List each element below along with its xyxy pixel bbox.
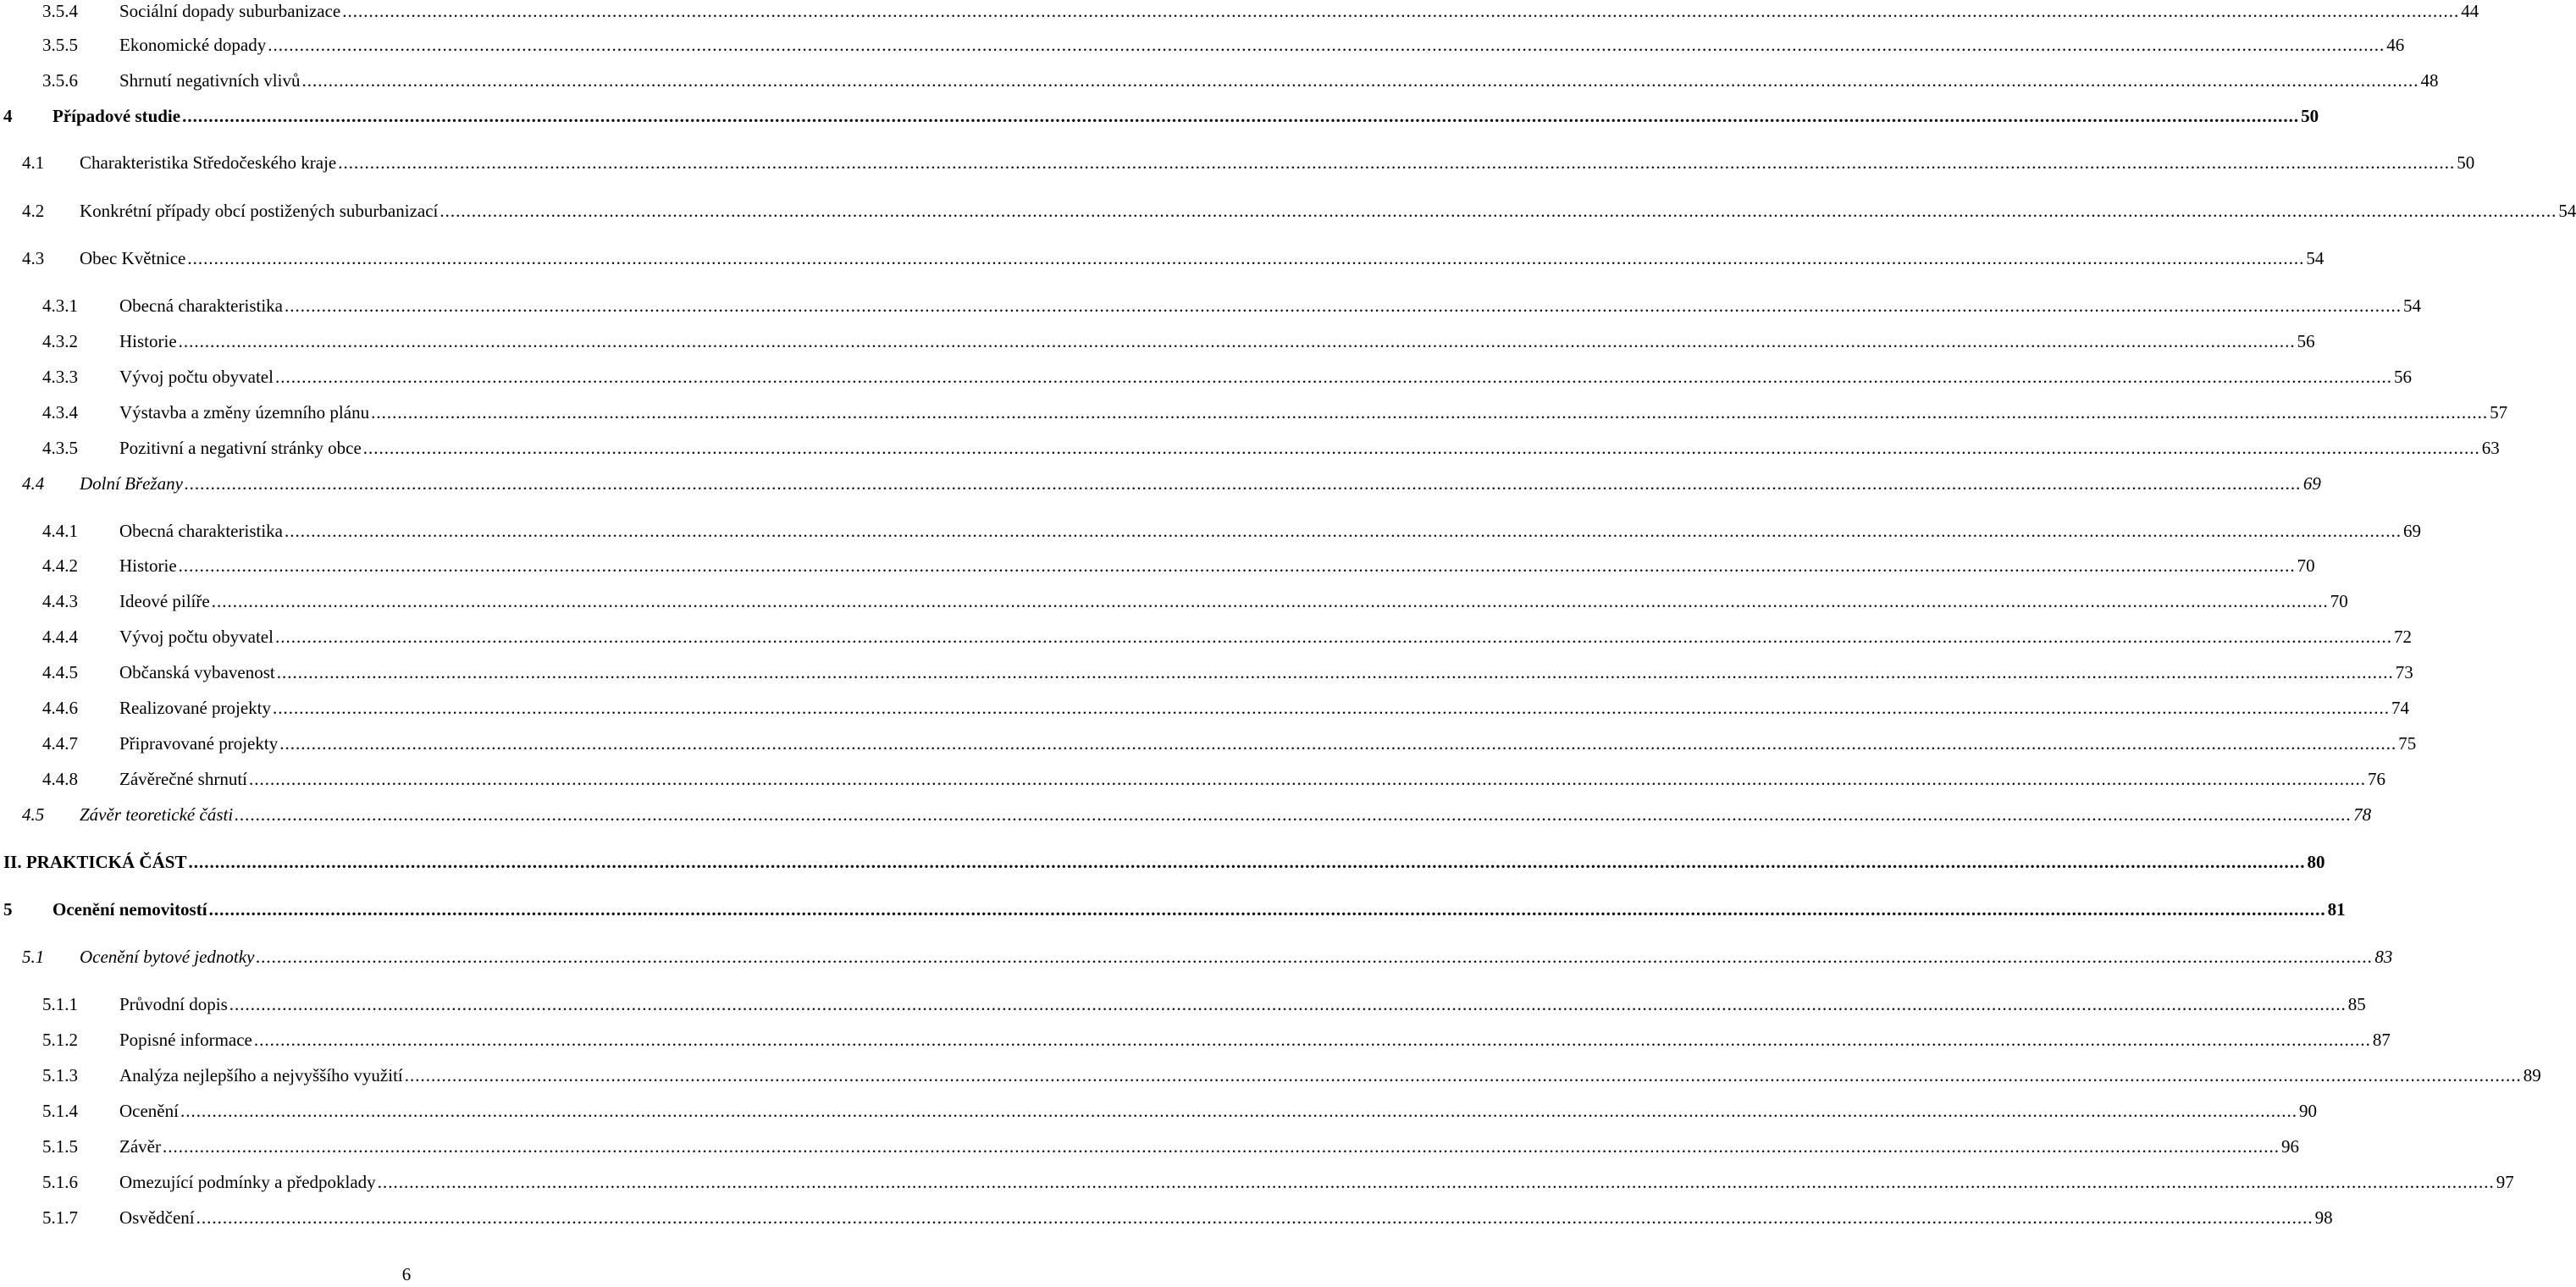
- toc-entry-title: Připravované projekty: [119, 733, 279, 754]
- toc-entry[interactable]: [0, 0, 2479, 24]
- toc-entry-title: Případové studie: [53, 106, 181, 126]
- toc-entry[interactable]: [0, 293, 2421, 318]
- toc-entry-number: 5.1.3: [42, 1065, 78, 1085]
- toc-entry[interactable]: [0, 660, 2413, 685]
- toc-entry[interactable]: [0, 103, 2319, 129]
- toc-entry-title: Osvědčení: [119, 1207, 195, 1228]
- toc-entry-title: Obecná charakteristika: [119, 521, 283, 541]
- toc-entry[interactable]: [0, 731, 2417, 756]
- toc-entry-page: 83: [2374, 947, 2393, 967]
- toc-entry-page: 44: [2461, 1, 2479, 21]
- toc-entry-title: Pozitivní a negativní stránky obce: [119, 438, 362, 458]
- toc-entry-page: 50: [2457, 152, 2475, 173]
- toc-entry-number: 4.1: [22, 152, 45, 173]
- toc-entry-number: 4.4.3: [42, 591, 78, 611]
- toc-leader-dots: ................................................................................................................................................................................................................................................................................................................................................................................................................: [211, 591, 2329, 611]
- toc-leader-dots: ................................................................................................................................................................................................................................................................................................................................................................................................................: [256, 947, 2374, 967]
- toc-entry[interactable]: [0, 553, 2315, 578]
- toc-leader-dots: ................................................................................................................................................................................................................................................................................................................................................................................................................: [162, 1136, 2280, 1157]
- toc-entry[interactable]: [0, 1205, 2333, 1230]
- toc-entry-page: 81: [2327, 899, 2346, 920]
- toc-entry-title: Výstavba a změny územního plánu: [119, 402, 370, 423]
- toc-entry-page: 54: [2306, 248, 2324, 268]
- toc-entry-number: 3.5.4: [42, 1, 78, 21]
- toc-entry[interactable]: [0, 588, 2348, 614]
- toc-entry-page: 97: [2496, 1172, 2514, 1192]
- toc-entry-page: 56: [2393, 367, 2412, 387]
- toc-entry-page: 46: [2386, 35, 2405, 55]
- toc-entry-page: 96: [2280, 1136, 2299, 1157]
- toc-entry-title: Ocenění: [119, 1101, 179, 1121]
- toc-entry-page: 73: [2395, 662, 2413, 682]
- toc-entry-page: 85: [2347, 994, 2366, 1014]
- toc-entry-title: Konkrétní případy obcí postižených suburbanizací: [80, 201, 439, 221]
- toc-entry-title: Závěr: [119, 1136, 161, 1157]
- toc-entry[interactable]: [0, 518, 2421, 544]
- toc-entry-title: Sociální dopady suburbanizace: [119, 1, 341, 21]
- toc-leader-dots: ................................................................................................................................................................................................................................................................................................................................................................................................................: [279, 733, 2397, 754]
- toc-leader-dots: ................................................................................................................................................................................................................................................................................................................................................................................................................: [208, 899, 2326, 920]
- toc-entry-page: 54: [2558, 201, 2576, 221]
- toc-leader-dots: ................................................................................................................................................................................................................................................................................................................................................................................................................: [229, 994, 2347, 1014]
- toc-entry-number: 5: [3, 899, 13, 920]
- toc-entry-number: 3.5.6: [42, 70, 78, 91]
- toc-entry-number: 4.4.4: [42, 627, 78, 647]
- toc-leader-dots: ................................................................................................................................................................................................................................................................................................................................................................................................................: [196, 1207, 2313, 1228]
- toc-entry[interactable]: [0, 150, 2475, 175]
- toc-entry[interactable]: [0, 435, 2500, 461]
- toc-entry-number: 4.4.8: [42, 769, 78, 789]
- toc-entry-title: Analýza nejlepšího a nejvyššího využití: [119, 1065, 403, 1085]
- toc-entry-page: 90: [2298, 1101, 2317, 1121]
- toc-entry-title: Popisné informace: [119, 1030, 252, 1050]
- toc-entry-title: Obec Květnice: [80, 248, 186, 268]
- toc-leader-dots: ................................................................................................................................................................................................................................................................................................................................................................................................................: [178, 331, 2296, 351]
- toc-leader-dots: ................................................................................................................................................................................................................................................................................................................................................................................................................: [362, 438, 2480, 458]
- toc-entry-number: 4.4: [22, 473, 45, 494]
- toc-leader-dots: ................................................................................................................................................................................................................................................................................................................................................................................................................: [301, 70, 2419, 91]
- toc-entry-page: 98: [2314, 1207, 2333, 1228]
- toc-entry-title: II. PRAKTICKÁ ČÁST: [3, 852, 187, 872]
- toc-entry-number: 5.1.2: [42, 1030, 78, 1050]
- toc-entry-title: Ideové pilíře: [119, 591, 210, 611]
- toc-entry-page: 70: [2330, 591, 2348, 611]
- toc-entry-number: 4.4.6: [42, 698, 78, 718]
- toc-entry-title: Občanská vybavenost: [119, 662, 275, 682]
- toc-leader-dots: ................................................................................................................................................................................................................................................................................................................................................................................................................: [284, 296, 2402, 316]
- toc-entry-number: 3.5.5: [42, 35, 78, 55]
- toc-entry-number: 5.1: [22, 947, 45, 967]
- toc-entry-title: Vývoj počtu obyvatel: [119, 367, 274, 387]
- toc-leader-dots: ................................................................................................................................................................................................................................................................................................................................................................................................................: [235, 804, 2352, 825]
- toc-leader-dots: ................................................................................................................................................................................................................................................................................................................................................................................................................: [184, 473, 2302, 494]
- toc-leader-dots: ................................................................................................................................................................................................................................................................................................................................................................................................................: [377, 1172, 2495, 1192]
- toc-leader-dots: ................................................................................................................................................................................................................................................................................................................................................................................................................: [284, 521, 2402, 541]
- toc-entry-number: 5.1.7: [42, 1207, 78, 1228]
- toc-entry-title: Realizované projekty: [119, 698, 272, 718]
- toc-leader-dots: ................................................................................................................................................................................................................................................................................................................................................................................................................: [342, 1, 2460, 21]
- toc-entry-number: 4.3.1: [42, 296, 78, 316]
- toc-entry-number: 4.4.5: [42, 662, 78, 682]
- toc-leader-dots: ................................................................................................................................................................................................................................................................................................................................................................................................................: [249, 769, 2367, 789]
- toc-entry-number: 4.5: [22, 804, 45, 825]
- toc-leader-dots: ................................................................................................................................................................................................................................................................................................................................................................................................................: [274, 367, 2392, 387]
- toc-entry-number: 5.1.5: [42, 1136, 78, 1157]
- toc-entry-title: Ocenění nemovitostí: [53, 899, 207, 920]
- toc-entry[interactable]: [0, 624, 2412, 649]
- toc-entry-title: Charakteristika Středočeského kraje: [80, 152, 337, 173]
- toc-entry-title: Ocenění bytové jednotky: [80, 947, 255, 967]
- toc-entry-page: 48: [2420, 70, 2439, 91]
- toc-leader-dots: ................................................................................................................................................................................................................................................................................................................................................................................................................: [439, 201, 2557, 221]
- toc-entry-page: 75: [2398, 733, 2417, 754]
- toc-leader-dots: ................................................................................................................................................................................................................................................................................................................................................................................................................: [274, 627, 2392, 647]
- toc-leader-dots: ................................................................................................................................................................................................................................................................................................................................................................................................................: [273, 698, 2391, 718]
- toc-entry-number: 4.2: [22, 201, 45, 221]
- toc-entry-number: 5.1.4: [42, 1101, 78, 1121]
- toc-entry-title: Vývoj počtu obyvatel: [119, 627, 274, 647]
- toc-entry[interactable]: [0, 246, 2324, 271]
- toc-leader-dots: ................................................................................................................................................................................................................................................................................................................................................................................................................: [178, 555, 2296, 576]
- toc-leader-dots: ................................................................................................................................................................................................................................................................................................................................................................................................................: [338, 152, 2456, 173]
- toc-leader-dots: ................................................................................................................................................................................................................................................................................................................................................................................................................: [188, 852, 2306, 872]
- toc-entry-title: Obecná charakteristika: [119, 296, 283, 316]
- toc-entry-page: 69: [2302, 473, 2321, 494]
- toc-entry-page: 89: [2523, 1065, 2541, 1085]
- toc-entry[interactable]: [0, 695, 2410, 721]
- toc-entry-title: Závěr teoretické části: [80, 804, 234, 825]
- toc-entry-page: 70: [2297, 555, 2315, 576]
- toc-entry-page: 80: [2307, 852, 2325, 872]
- toc-leader-dots: ................................................................................................................................................................................................................................................................................................................................................................................................................: [276, 662, 2394, 682]
- toc-entry-page: 50: [2301, 106, 2319, 126]
- toc-leader-dots: ................................................................................................................................................................................................................................................................................................................................................................................................................: [182, 106, 2300, 126]
- toc-entry-number: 4.3.2: [42, 331, 78, 351]
- toc-entry[interactable]: [0, 329, 2315, 354]
- toc-entry-number: 5.1.1: [42, 994, 78, 1014]
- toc-entry-title: Závěrečné shrnutí: [119, 769, 248, 789]
- toc-entry-title: Ekonomické dopady: [119, 35, 267, 55]
- toc-entry-title: Historie: [119, 555, 177, 576]
- toc-leader-dots: ................................................................................................................................................................................................................................................................................................................................................................................................................: [253, 1030, 2371, 1050]
- toc-leader-dots: ................................................................................................................................................................................................................................................................................................................................................................................................................: [404, 1065, 2522, 1085]
- toc-entry[interactable]: [0, 802, 2372, 827]
- toc-entry-page: 54: [2402, 296, 2421, 316]
- toc-entry[interactable]: [0, 471, 2321, 496]
- toc-entry-page: 57: [2490, 402, 2508, 423]
- toc-entry[interactable]: [0, 400, 2508, 425]
- toc-leader-dots: ................................................................................................................................................................................................................................................................................................................................................................................................................: [371, 402, 2489, 423]
- toc-entry[interactable]: [0, 32, 2405, 58]
- toc-entry-page: 78: [2353, 804, 2372, 825]
- toc-entry[interactable]: [0, 766, 2386, 792]
- toc-entry-page: 74: [2391, 698, 2410, 718]
- toc-entry-number: 4.3.5: [42, 438, 78, 458]
- toc-entry-title: Průvodní dopis: [119, 994, 228, 1014]
- toc-entry[interactable]: [0, 364, 2412, 389]
- toc-entry-page: 69: [2402, 521, 2421, 541]
- toc-entry[interactable]: [0, 1134, 2299, 1159]
- toc-leader-dots: ................................................................................................................................................................................................................................................................................................................................................................................................................: [187, 248, 2305, 268]
- toc-entry[interactable]: [0, 849, 2325, 875]
- toc-entry-title: Shrnutí negativních vlivů: [119, 70, 301, 91]
- toc-entry[interactable]: [0, 198, 2576, 224]
- toc-entry-number: 4.4.1: [42, 521, 78, 541]
- toc-entry-number: 4.4.2: [42, 555, 78, 576]
- toc-entry-page: 56: [2297, 331, 2315, 351]
- toc-entry[interactable]: [0, 1098, 2317, 1124]
- toc-entry-page: 87: [2372, 1030, 2391, 1050]
- page-number: 6: [401, 1264, 412, 1284]
- toc-leader-dots: ................................................................................................................................................................................................................................................................................................................................................................................................................: [268, 35, 2385, 55]
- toc-entry-number: 5.1.6: [42, 1172, 78, 1192]
- toc-entry[interactable]: [0, 897, 2346, 922]
- toc-entry-number: 4.3: [22, 248, 45, 268]
- toc-entry-number: 4.3.4: [42, 402, 78, 423]
- toc-entry[interactable]: [0, 1027, 2391, 1052]
- toc-leader-dots: ................................................................................................................................................................................................................................................................................................................................................................................................................: [180, 1101, 2297, 1121]
- toc-entry-title: Dolní Břežany: [80, 473, 183, 494]
- toc-entry[interactable]: [0, 944, 2393, 969]
- toc-entry-number: 4.3.3: [42, 367, 78, 387]
- toc-entry[interactable]: [0, 68, 2439, 93]
- toc-entry[interactable]: [0, 1063, 2541, 1088]
- toc-entry-number: 4.4.7: [42, 733, 78, 754]
- toc-entry-title: Omezující podmínky a předpoklady: [119, 1172, 376, 1192]
- toc-entry[interactable]: [0, 1169, 2514, 1195]
- toc-entry-page: 76: [2368, 769, 2386, 789]
- toc-entry[interactable]: [0, 991, 2366, 1017]
- toc-entry-page: 63: [2481, 438, 2500, 458]
- toc-entry-number: 4: [3, 106, 13, 126]
- toc-entry-page: 72: [2393, 627, 2412, 647]
- toc-entry-title: Historie: [119, 331, 177, 351]
